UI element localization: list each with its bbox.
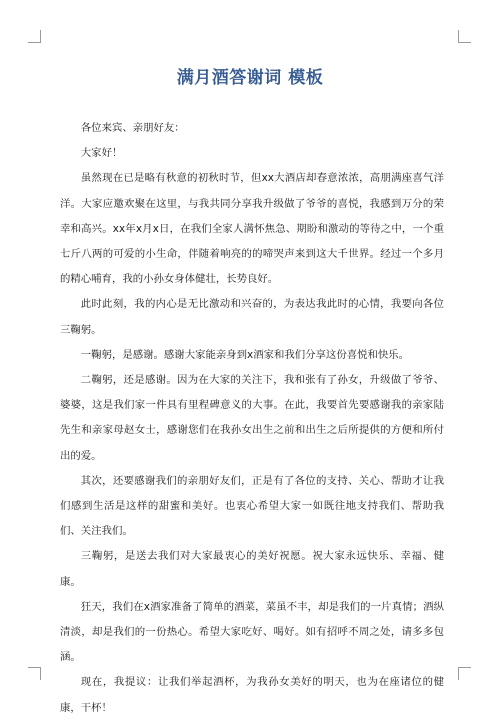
document-title: 满月酒答谢词 模板	[176, 68, 324, 88]
crop-mark-top-right	[458, 30, 471, 43]
crop-mark-bottom-left	[28, 667, 41, 680]
paragraph-banquet: 狂天，我们在x酒家准备了简单的酒菜，菜虽不丰，却是我们的一片真情；酒纵清淡，却是我们的一份热心。希望大家吃好、喝好。如有招呼不周之处，请多多包涵。	[60, 600, 444, 664]
paragraph-third-bow: 三鞠躬，是送去我们对大家最衷心的美好祝愿。祝大家永远快乐、幸福、健康。	[60, 550, 444, 588]
paragraph-first-bow: 一鞠躬，是感谢。感谢大家能亲身到x酒家和我们分享这份喜悦和快乐。	[80, 348, 410, 361]
paragraph-second-bow: 二鞠躬，还是感谢。因为在大家的关注下，我和张有了孙女，升级做了爷爷、婆婆，这是我们家一件具有里程碑意义的大事。在此，我要首先要感谢我的亲家陆先生和亲家母赵女士，感谢您们在我孙女出生之前和出生之后所提供的方便和所付出的爱。	[60, 374, 444, 462]
greeting: 大家好！	[80, 147, 123, 160]
crop-mark-top-left	[28, 30, 41, 43]
paragraph-intro: 虽然现在已是略有秋意的初秋时节，但xx大酒店却春意浓浓，高朋满座喜气洋洋。大家应邀欢聚在这里，与我共同分享我升级做了爷爷的喜悦，我感到万分的荣幸和高兴。xx年x月x日，在我们全家人满怀焦急、期盼和激动的等待之中，一个重七斤八两的可爱的小生命，伴随着响亮的的啼哭声来到这大千世界。经过一个多月的精心哺育，我的小孙女身体健壮，长势良好。	[60, 172, 444, 286]
crop-mark-bottom-right	[458, 667, 471, 680]
salutation: 各位来宾、亲朋好友：	[80, 122, 185, 134]
paragraph-thanks-friends: 其次，还要感谢我们的亲朋好友们，正是有了各位的支持、关心、帮助才让我们感到生活是这样的甜蜜和美好。也衷心希望大家一如既往地支持我们、帮助我们、关注我们。	[60, 474, 444, 538]
document-body	[60, 116, 444, 721]
paragraph-bow-intro: 此时此刻，我的内心是无比激动和兴奋的，为表达我此时的心情，我要向各位三鞠躬。	[60, 298, 444, 336]
paragraph-toast: 现在，我提议：让我们举起酒杯，为我孙女美好的明天，也为在座诸位的健康，干杯！	[60, 676, 444, 714]
